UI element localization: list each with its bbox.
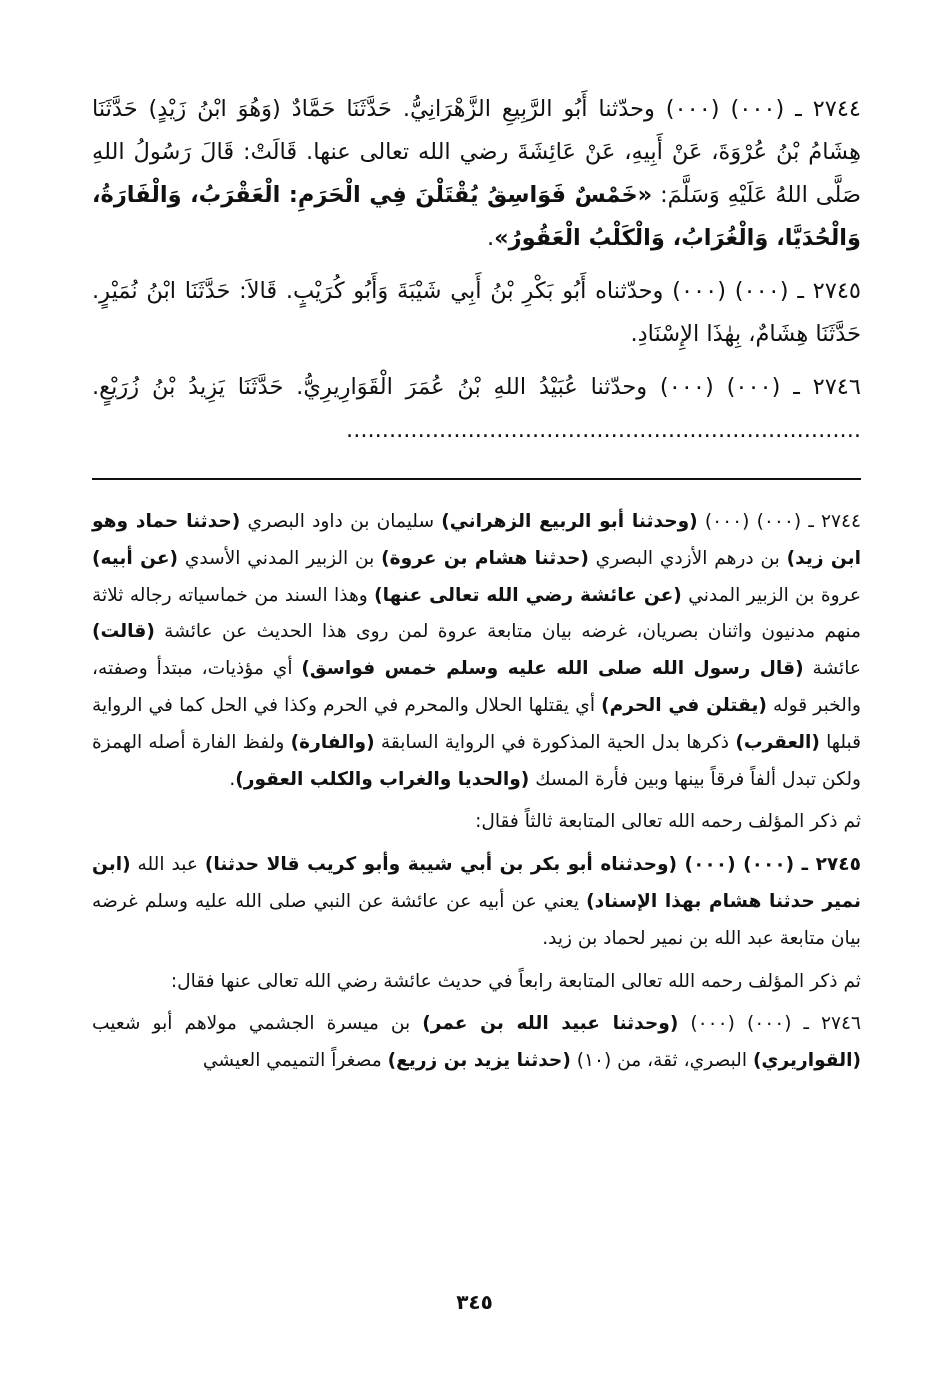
commentary-bold-segment: ٢٧٤٥ ـ (٠٠٠) (٠٠٠) [677,854,861,876]
commentary-bold-segment: (العقرب) [735,731,820,753]
hadith-paragraph [92,270,861,356]
commentary-bold-segment: (حدثنا هشام بن عروة) [381,547,589,569]
commentary-text-segment: . [229,768,236,790]
page-body [92,88,861,1086]
commentary-text-segment: عروة بن الزبير المدني [681,584,861,606]
commentary-text-segment: بن درهم الأزدي البصري [588,547,787,569]
commentary-bold-segment: (قالت) [92,621,155,643]
commentary-text-segment: ٢٧٤٦ ـ (٠٠٠) (٠٠٠) [678,1013,861,1035]
section-divider [92,478,861,480]
commentary-bold-segment: (وحدثناه أبو بكر بن أبي شيبة وأبو كريب قالا حدثنا) [204,854,678,876]
commentary-text-segment: ٢٧٤٤ ـ (٠٠٠) (٠٠٠) [697,511,861,532]
commentary-bold-segment: (حدثنا حماد وهو ابن زيد) [92,511,861,569]
commentary-section [92,504,861,1080]
hadith-text-segment: ٢٧٤٤ ـ (٠٠٠) (٠٠٠) وحدّثنا أَبُو الرَّبِيعِ الزَّهْرَانِيُّ. حَدَّثَنَا حَمَّادٌ (وَهُوَ ابْنُ زَيْدٍ) حَدَّثَنَا هِشَامُ بْنُ عُرْوَةَ، عَنْ أَبِيهِ، عَنْ عَائِشَةَ رضي الله تعالى عنها. قَالَتْ: قَالَ رَسُولُ اللهِ صَلَّى اللهُ عَلَيْهِ وَسَلَّمَ: [92,96,862,208]
commentary-text-segment: ثم ذكر المؤلف رحمه الله تعالى المتابعة ثالثاً فقال: [475,811,861,833]
commentary-paragraph [92,504,861,798]
commentary-paragraph [92,964,861,1001]
commentary-bold-segment: (قال رسول الله صلى الله عليه وسلم خمس فواسق) [301,658,804,680]
commentary-paragraph [92,804,861,841]
commentary-text-segment: البصري، ثقة، من (١٠) [570,1050,753,1072]
commentary-text-segment: ولفظ الفارة أصله الهمزة ولكن تبدل ألفاً فرقاً بينها وبين فأرة المسك [92,731,861,790]
commentary-text-segment: وهذا السند من خماسياته رجاله ثلاثة منهم مدنيون واثنان بصريان، غرضه بيان متابعة عروة لمن روى هذا الحديث عن عائشة [92,584,861,643]
hadith-bold-segment: «خَمْسٌ فَوَاسِقُ يُقْتَلْنَ فِي الْحَرَمِ: الْعَقْرَبُ، وَالْفَارَةُ، وَالْحُدَيَّا، وَالْغُرَابُ، وَالْكَلْبُ الْعَقُورُ» [92,182,861,251]
commentary-text-segment: يعني عن أبيه عن عائشة عن النبي صلى الله عليه وسلم غرضه بيان متابعة عبد الله بن نمير لحماد بن زيد. [92,890,861,949]
commentary-bold-segment: (وحدثنا عبيد الله بن عمر) [422,1013,679,1035]
hadith-text-segment: ٢٧٤٦ ـ (٠٠٠) (٠٠٠) وحدّثنا عُبَيْدُ اللهِ بْنُ عُمَرَ الْقَوَارِيرِيُّ. حَدَّثَنَا يَزِيدُ بْنُ زُرَيْعٍ. ........................................................................ [92,374,861,443]
commentary-bold-segment: (عن أبيه) [92,547,179,569]
commentary-text-segment: ثم ذكر المؤلف رحمه الله تعالى المتابعة رابعاً في حديث عائشة رضي الله تعالى عنها فقال: [170,970,861,992]
commentary-text-segment: أي مؤذيات، مبتدأ وصفته، والخبر قوله [92,658,861,716]
page-number: ٣٤٥ [456,1290,493,1314]
hadith-paragraph [92,366,861,452]
commentary-paragraph [92,847,861,957]
commentary-text-segment: أي يقتلها الحلال والمحرم في الحرم وكذا في الحل كما في الرواية قبلها [92,694,861,753]
commentary-bold-segment: (عن عائشة رضي الله تعالى عنها) [374,584,682,606]
commentary-text-segment: عائشة [803,658,861,680]
commentary-bold-segment: (والفارة) [290,731,375,753]
hadith-paragraph [92,88,861,260]
commentary-bold-segment: (حدثنا يزيد بن زريع) [387,1050,571,1072]
commentary-bold-segment: (وحدثنا أبو الربيع الزهراني) [441,511,698,532]
hadith-text-section [92,88,861,452]
commentary-text-segment: ذكرها بدل الحية المذكورة في الرواية السابقة [374,731,736,753]
commentary-text-segment: بن ميسرة الجشمي مولاهم أبو شعيب [92,1013,423,1035]
commentary-bold-segment: (القواريري) [752,1050,861,1072]
commentary-text-segment: عبد الله [130,854,205,876]
commentary-bold-segment: (والحديا والغراب والكلب العقور) [235,768,530,790]
commentary-paragraph [92,1006,861,1080]
commentary-text-segment: مصغراً التميمي العيشي [202,1050,388,1072]
commentary-text-segment: بن الزبير المدني الأسدي [178,547,382,569]
commentary-bold-segment: (ابن نمير حدثنا هشام بهذا الإسناد) [92,854,861,912]
hadith-text-segment: ٢٧٤٥ ـ (٠٠٠) (٠٠٠) وحدّثناه أَبُو بَكْرِ بْنُ أَبِي شَيْبَةَ وَأَبُو كُرَيْبٍ. قَالاَ: حَدَّثَنَا ابْنُ نُمَيْرٍ. حَدَّثَنَا هِشَامٌ، بِهٰذَا الإِسْنَادِ. [92,278,862,347]
commentary-bold-segment: (يقتلن في الحرم) [601,694,767,716]
commentary-text-segment: سليمان بن داود البصري [240,511,442,532]
hadith-text-segment: . [486,225,495,251]
